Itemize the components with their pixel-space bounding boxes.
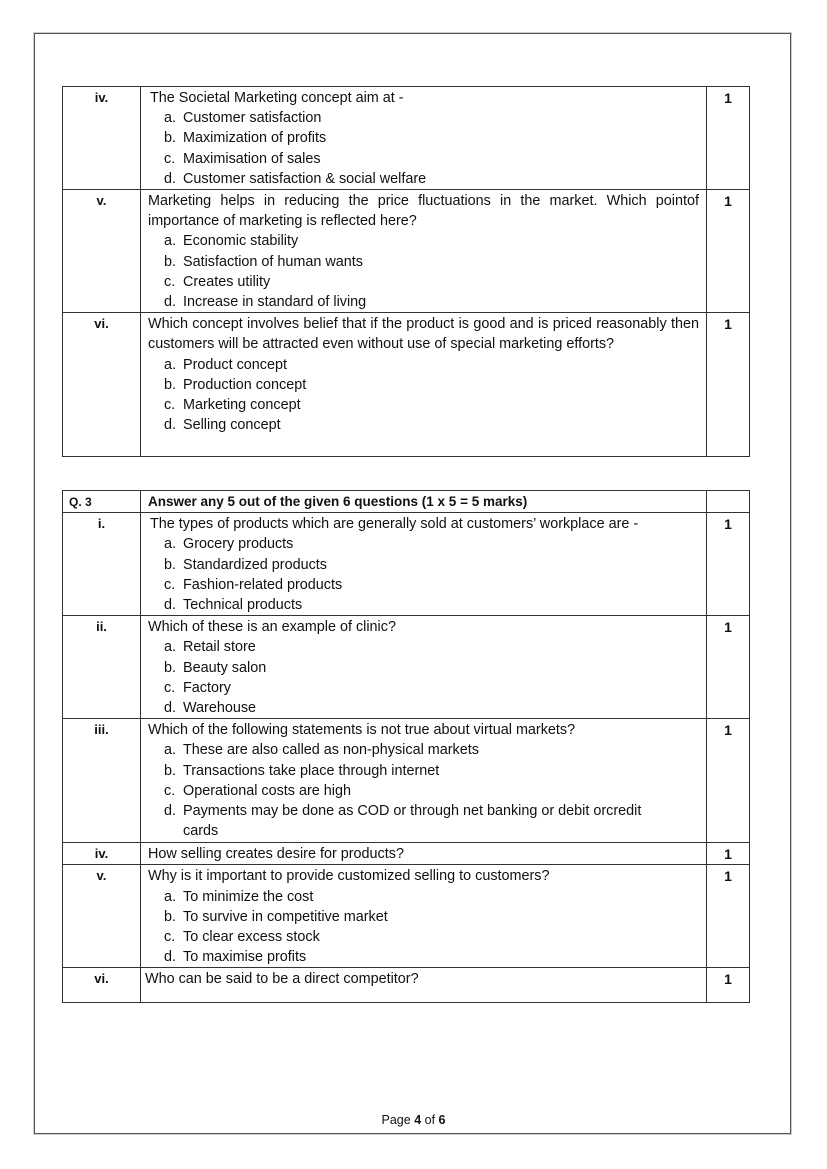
- option-item: c. Maximisation of sales: [164, 150, 321, 167]
- page-of-label: of: [424, 1113, 436, 1127]
- options-list: [148, 637, 699, 718]
- question-row: [63, 968, 750, 1003]
- options-list: [148, 108, 699, 189]
- option-item: c. Fashion-related products: [164, 576, 343, 593]
- option-item: d. To maximise profits: [164, 949, 307, 966]
- question-number: vi.: [63, 968, 141, 1003]
- question-row: [63, 865, 750, 968]
- options-list: [148, 231, 699, 312]
- question-text: Marketing helps in reducing the price fluctuations in the market. Which pointof importance of marketing is reflected here?: [148, 193, 699, 230]
- option-item: b. Satisfaction of human wants: [164, 253, 363, 270]
- total-page-number: 6: [438, 1113, 446, 1127]
- question-table-q3: [62, 490, 750, 1003]
- option-item: d. Technical products: [164, 597, 303, 614]
- question-text: Who can be said to be a direct competitor?: [141, 968, 707, 1003]
- page-footer: [0, 1113, 827, 1127]
- marks-value: 1: [707, 865, 750, 968]
- question-text: The Societal Marketing concept aim at -: [150, 90, 404, 106]
- options-list: [148, 534, 699, 615]
- marks-value: 1: [707, 87, 750, 190]
- option-item: d. Customer satisfaction & social welfare: [164, 170, 427, 187]
- question-number: iv.: [63, 87, 141, 190]
- section-number: Q. 3: [63, 491, 141, 513]
- options-list: [148, 740, 699, 841]
- section-instruction: Answer any 5 out of the given 6 questions (1 x 5 = 5 marks): [141, 491, 707, 513]
- marks-value: 1: [707, 190, 750, 313]
- question-row: [63, 513, 750, 616]
- question-number: iv.: [63, 843, 141, 865]
- question-table-q2-continued: [62, 86, 750, 457]
- question-row: [63, 87, 750, 190]
- section-marks: [707, 491, 750, 513]
- option-item: a. Grocery products: [164, 536, 294, 553]
- option-item: a. Economic stability: [164, 233, 299, 250]
- marks-value: 1: [707, 513, 750, 616]
- question-row: [63, 313, 750, 457]
- option-item: c. Factory: [164, 679, 231, 696]
- question-number: v.: [63, 190, 141, 313]
- question-text: Why is it important to provide customized selling to customers?: [148, 868, 550, 885]
- question-text: Which concept involves belief that if the product is good and is priced reasonably then customers will be attracted even without use of special marketing efforts?: [148, 316, 699, 353]
- option-item: d. Selling concept: [164, 417, 281, 434]
- current-page-number: 4: [414, 1113, 422, 1127]
- question-row: [63, 190, 750, 313]
- option-item: b. To survive in competitive market: [164, 908, 388, 925]
- option-item: d. Warehouse: [164, 700, 257, 717]
- question-text: How selling creates desire for products?: [141, 843, 707, 865]
- option-item: b. Standardized products: [164, 556, 327, 573]
- marks-value: 1: [707, 719, 750, 843]
- question-number: v.: [63, 865, 141, 968]
- option-item: c. Operational costs are high: [164, 782, 351, 799]
- option-item: b. Production concept: [164, 376, 307, 393]
- option-item: c. To clear excess stock: [164, 929, 320, 946]
- option-item: c. Marketing concept: [164, 397, 301, 414]
- options-list: [148, 355, 699, 436]
- question-text: Which of these is an example of clinic?: [148, 619, 396, 636]
- marks-value: 1: [707, 313, 750, 457]
- section-header-row: [63, 491, 750, 513]
- option-item: b. Beauty salon: [164, 659, 267, 676]
- option-item: a. Product concept: [164, 356, 287, 373]
- question-row: [63, 719, 750, 843]
- option-item: a. These are also called as non-physical markets: [164, 742, 479, 759]
- question-number: ii.: [63, 616, 141, 719]
- question-number: vi.: [63, 313, 141, 457]
- option-item: a. To minimize the cost: [164, 888, 314, 905]
- option-item: a. Retail store: [164, 639, 256, 656]
- marks-value: 1: [707, 968, 750, 1003]
- option-item: a. Customer satisfaction: [164, 110, 322, 127]
- marks-value: 1: [707, 843, 750, 865]
- question-number: i.: [63, 513, 141, 616]
- option-item: b. Transactions take place through internet: [164, 762, 440, 779]
- question-text: Which of the following statements is not true about virtual markets?: [148, 722, 576, 739]
- question-row: [63, 843, 750, 865]
- question-text: The types of products which are generally sold at customers’ workplace are -: [150, 516, 639, 533]
- option-item: d. Payments may be done as COD or through net banking or debit orcredit cards: [164, 803, 642, 840]
- page-label: Page: [381, 1113, 411, 1127]
- marks-value: 1: [707, 616, 750, 719]
- options-list: [148, 887, 699, 968]
- question-row: [63, 616, 750, 719]
- question-number: iii.: [63, 719, 141, 843]
- option-item: c. Creates utility: [164, 273, 271, 290]
- option-item: d. Increase in standard of living: [164, 294, 367, 311]
- option-item: b. Maximization of profits: [164, 130, 327, 147]
